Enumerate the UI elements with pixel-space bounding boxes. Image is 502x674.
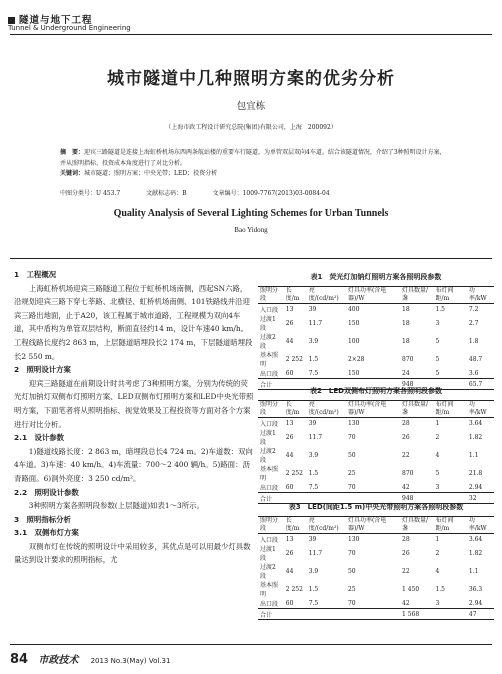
- table-title: 表1 荧光灯加钠灯照明方案各照明段参数: [310, 273, 442, 281]
- article-title: 城市隧道中几种照明方案的优劣分析: [107, 69, 395, 89]
- table-cell: 1.8: [468, 337, 479, 345]
- table-cell: 7.5: [308, 369, 319, 377]
- table-cell: 出口段: [260, 484, 279, 492]
- column-header: 灯具数量/盏: [400, 517, 433, 534]
- table-cell: 60: [285, 599, 294, 607]
- table-cell: 3: [435, 483, 440, 491]
- table-cell: 2.94: [468, 599, 483, 607]
- classification-meta: [60, 188, 356, 197]
- table-cell: 2 252: [285, 585, 303, 593]
- table-cell: 11.7: [308, 549, 323, 557]
- table-cell: 2.94: [468, 483, 483, 491]
- table-cell: 5: [435, 469, 440, 477]
- abstract-label: 摘 要：: [60, 149, 85, 156]
- english-author: Bao Yidong: [234, 226, 268, 234]
- data-table: [258, 400, 494, 504]
- table-2-block: [258, 386, 494, 504]
- table-cell: 26: [285, 549, 294, 557]
- section-rule: [10, 258, 492, 259]
- table-row: [258, 314, 494, 332]
- table-cell: [346, 609, 400, 620]
- journal-name: 隧道与地下工程: [19, 15, 93, 26]
- table-cell: 1: [435, 419, 440, 427]
- table-cell: 50: [347, 451, 356, 459]
- table-cell: 2×28: [347, 355, 365, 363]
- table-row: [258, 482, 494, 493]
- column-header: 照明分段: [258, 401, 284, 418]
- table-cell: 过渡1段: [260, 316, 276, 332]
- column-header: 亮度/(cd/m²): [307, 401, 346, 418]
- table-cell: 50: [347, 567, 356, 575]
- table-cell: 11.7: [308, 433, 323, 441]
- table-cell: 130: [347, 419, 360, 427]
- table-cell: 70: [347, 433, 356, 441]
- page-number: 84: [10, 652, 29, 667]
- column-header: 灯具数量/盏: [400, 287, 433, 304]
- table-cell: 70: [347, 483, 356, 491]
- table-row: [258, 562, 494, 580]
- table-cell: 36.3: [468, 585, 483, 593]
- table-cell: 7.2: [468, 305, 479, 313]
- left-column: [14, 268, 254, 567]
- heading-2-1: 2.1 设计参数: [14, 433, 65, 443]
- table-row: [258, 446, 494, 464]
- paragraph: 1)隧道线路长度：2 863 m，暗埋段总长4 724 m。2)车道数：双向4车道。3)车速：40 km/h。4)车流量：700～2 400 辆/h。5)路面：沥青路面。6)洞外亮度：3 250 cd/m²。: [14, 446, 253, 483]
- table-cell: 出口段: [260, 600, 279, 608]
- table-cell: 3.9: [308, 451, 319, 459]
- column-header: 功率/kW: [467, 287, 494, 304]
- column-header: 灯具功率(含电器)/W: [346, 287, 400, 304]
- table-row: [258, 428, 494, 446]
- table-cell: 1.5: [435, 585, 445, 593]
- data-table: [258, 516, 494, 620]
- table-cell: 基本照明: [260, 582, 279, 598]
- table-cell: 65.7: [467, 379, 494, 390]
- table-cell: 13: [285, 535, 294, 543]
- table-cell: 47: [467, 609, 494, 620]
- table-cell: 150: [347, 369, 360, 377]
- table-cell: 1.5: [308, 585, 319, 593]
- table-cell: 28: [402, 419, 410, 427]
- table-cell: 18: [402, 319, 410, 327]
- column-header: 长度/m: [284, 517, 307, 534]
- table-cell: 1.5: [435, 305, 445, 313]
- journal-header-en: Tunnel & Underground Engineering: [8, 24, 131, 32]
- total-row: [258, 609, 494, 620]
- column-header: 照明分段: [258, 287, 284, 304]
- table-cell: 948: [400, 379, 433, 390]
- table-cell: 合计: [258, 493, 284, 504]
- table-cell: 3.64: [468, 535, 483, 543]
- clc-number: 中图分类号：U 453.7: [60, 190, 121, 197]
- table-cell: 1.1: [468, 567, 479, 575]
- table-cell: 44: [285, 337, 294, 345]
- keywords-text: 城市隧道；照明方案；中央光带；LED；投资分析: [84, 170, 218, 177]
- column-header: 长度/m: [284, 287, 307, 304]
- abstract-text: 迎宾三路隧道是连接上海虹桥机场东西两条航站楼的重要车行隧道，为单管双层双向4车道。结合该隧道情况，介绍了3种照明设计方案，并从照明指标、投资成本角度进行了对比分析。: [60, 149, 446, 167]
- table-cell: 5: [435, 369, 440, 377]
- table-cell: 入口段: [260, 306, 279, 314]
- author: 包宜栋: [236, 101, 266, 112]
- table-1-block: [258, 272, 494, 390]
- table-cell: 出口段: [260, 370, 279, 378]
- table-cell: 21.8: [468, 469, 483, 477]
- column-header: 布灯间距/m: [433, 401, 466, 418]
- article-number: 文章编号：1009-7767(2013)03-0084-04: [212, 190, 330, 197]
- table-cell: 22: [402, 567, 410, 575]
- table-cell: 39: [308, 419, 317, 427]
- table-cell: [307, 609, 346, 620]
- table-cell: 1.5: [308, 355, 319, 363]
- table-cell: 13: [285, 305, 294, 313]
- paragraph: 3种照明方案各照明段参数(上层隧道)如表1～3所示。: [28, 501, 204, 511]
- table-cell: 1: [435, 535, 440, 543]
- table-cell: 26: [402, 549, 410, 557]
- column-header: 灯具数量/盏: [400, 401, 433, 418]
- table-cell: 400: [347, 305, 360, 313]
- column-header: 布灯间距/m: [433, 287, 466, 304]
- table-cell: 合计: [258, 379, 284, 390]
- footer-journal: 市政技术: [38, 655, 79, 666]
- paragraph: 双侧布灯在传统的照明设计中采用较多，其优点是可以用最少灯具数量达到设计要求的照明指标，尤: [14, 541, 251, 565]
- footer: [10, 651, 170, 667]
- table-cell: 2: [435, 549, 440, 557]
- table-cell: 7.5: [308, 599, 319, 607]
- table-row: [258, 598, 494, 609]
- table-cell: 60: [285, 483, 294, 491]
- table-cell: 13: [285, 419, 294, 427]
- table-cell: 100: [347, 337, 360, 345]
- table-cell: 过渡2段: [260, 334, 276, 350]
- table-cell: 32: [467, 493, 494, 504]
- table-cell: 2 252: [285, 355, 303, 363]
- table-cell: 1 568: [400, 609, 433, 620]
- table-cell: 11.7: [308, 319, 323, 327]
- table-title: 表2 LED双侧布灯照明方案各照明段参数: [310, 387, 442, 395]
- table-cell: 870: [402, 469, 414, 477]
- column-header: 布灯间距/m: [433, 517, 466, 534]
- paragraph: 上海虹桥机场迎宾三路隧道工程位于虹桥机场南侧，西起SN六路，沿规划迎宾三路下穿七莘路、北横径、虹桥机场南侧、101铁路线并沿迎宾三路出地面，止于A20，该工程属于城市道路，工程规模为双向4车道，其中盾构为单管双层结构，断面直径约14 m，设计车速40 km/h。工程线路长度约2 863 m，上层隧道暗埋段长2 174 m，下层隧道暗埋段长2 550 m。: [14, 283, 253, 361]
- table-cell: 42: [402, 483, 410, 491]
- table-cell: 28: [402, 535, 410, 543]
- table-cell: 过渡1段: [260, 546, 276, 562]
- table-cell: 5: [435, 337, 440, 345]
- heading-3: 3 照明指标分析: [14, 514, 71, 524]
- footer-rule: [10, 644, 492, 645]
- table-cell: 39: [308, 535, 317, 543]
- data-table: [258, 286, 494, 390]
- table-row: [258, 304, 494, 315]
- keywords-label: 关键词：: [60, 170, 85, 177]
- table-cell: [284, 609, 307, 620]
- table-row: [258, 534, 494, 545]
- table-cell: 3: [435, 599, 440, 607]
- table-cell: 过渡1段: [260, 430, 276, 446]
- table-title: 表3 LED(间距1.5 m)中央光带照明方案各照明段参数: [288, 503, 464, 511]
- column-header: 长度/m: [284, 401, 307, 418]
- heading-2: 2 照明设计方案: [14, 365, 71, 375]
- table-cell: 26: [402, 433, 410, 441]
- table-cell: 1.5: [308, 469, 319, 477]
- table-cell: 18: [402, 305, 410, 313]
- table-cell: 5: [435, 355, 440, 363]
- table-row: [258, 544, 494, 562]
- table-cell: [433, 609, 466, 620]
- table-cell: 7.5: [308, 483, 319, 491]
- column-header: 功率/kW: [467, 517, 494, 534]
- table-cell: 3.6: [468, 369, 479, 377]
- table-cell: 1.82: [468, 433, 483, 441]
- table-cell: 4: [435, 451, 440, 459]
- table-cell: 入口段: [260, 536, 279, 544]
- table-cell: 3.64: [468, 419, 483, 427]
- table-cell: 18: [402, 337, 410, 345]
- table-cell: 2: [435, 433, 440, 441]
- table-cell: 过渡2段: [260, 564, 276, 580]
- paragraph: 迎宾三路隧道在前期设计时共考虑了3种照明方案，分别为传统的荧光灯加钠灯双侧布灯照明方案、LED双侧布灯照明方案和LED中央光带照明方案，下面笔者将从照明指标、视觉效果及工程投资等方面对各个方案进行对比分析。: [14, 378, 254, 429]
- table-cell: 25: [347, 469, 356, 477]
- header-square-icon: [8, 17, 15, 24]
- table-cell: 1 450: [402, 585, 420, 593]
- table-cell: 入口段: [260, 420, 279, 428]
- table-cell: 1.1: [468, 451, 479, 459]
- table-cell: 39: [308, 305, 317, 313]
- table-cell: 25: [347, 585, 356, 593]
- table-cell: 70: [347, 549, 356, 557]
- table-cell: 150: [347, 319, 360, 327]
- table-cell: 44: [285, 451, 294, 459]
- table-row: [258, 368, 494, 379]
- table-cell: 26: [285, 433, 294, 441]
- table-row: [258, 418, 494, 429]
- table-cell: 870: [402, 355, 414, 363]
- table-cell: 合计: [258, 609, 284, 620]
- column-header: 照明分段: [258, 517, 284, 534]
- table-cell: 948: [400, 493, 433, 504]
- table-row: [258, 350, 494, 368]
- table-row: [258, 580, 494, 598]
- table-cell: 60: [285, 369, 294, 377]
- table-cell: 基本照明: [260, 352, 279, 368]
- heading-3-1: 3.1 双侧布灯方案: [14, 528, 79, 538]
- table-3-block: [258, 502, 494, 620]
- table-cell: 3.9: [308, 567, 319, 575]
- table-cell: 48.7: [468, 355, 483, 363]
- doc-code: 文献标志码：B: [146, 190, 187, 197]
- table-cell: 4: [435, 567, 440, 575]
- table-cell: 24: [402, 369, 410, 377]
- heading-1: 1 工程概况: [14, 270, 57, 279]
- table-cell: 22: [402, 451, 410, 459]
- column-header: 亮度/(cd/m²): [307, 517, 346, 534]
- table-cell: 2 252: [285, 469, 303, 477]
- table-cell: 1.82: [468, 549, 483, 557]
- heading-2-2: 2.2 照明设计参数: [14, 487, 79, 497]
- column-header: 功率/kW: [467, 401, 494, 418]
- table-cell: 基本照明: [260, 466, 279, 482]
- column-header: 灯具功率(含电器)/W: [346, 517, 400, 534]
- abstract-block: [60, 148, 450, 180]
- table-cell: 26: [285, 319, 294, 327]
- footer-issue: 2013 No.3(May) Vol.31: [90, 657, 171, 665]
- english-title: Quality Analysis of Several Lighting Schemes for Urban Tunnels: [113, 208, 389, 219]
- table-cell: 70: [347, 599, 356, 607]
- table-row: [258, 464, 494, 482]
- table-cell: 42: [402, 599, 410, 607]
- table-cell: 过渡2段: [260, 448, 276, 464]
- table-cell: 3.9: [308, 337, 319, 345]
- table-cell: 3: [435, 319, 440, 327]
- table-cell: 2.7: [468, 319, 479, 327]
- table-row: [258, 332, 494, 350]
- affiliation: （上海市政工程设计研究总院(集团)有限公司，上海 200092）: [165, 124, 337, 131]
- column-header: 亮度/(cd/m²): [307, 287, 346, 304]
- column-header: 灯具功率(含电器)/W: [346, 401, 400, 418]
- header-rule: [10, 34, 492, 35]
- table-cell: 130: [347, 535, 360, 543]
- table-cell: 44: [285, 567, 294, 575]
